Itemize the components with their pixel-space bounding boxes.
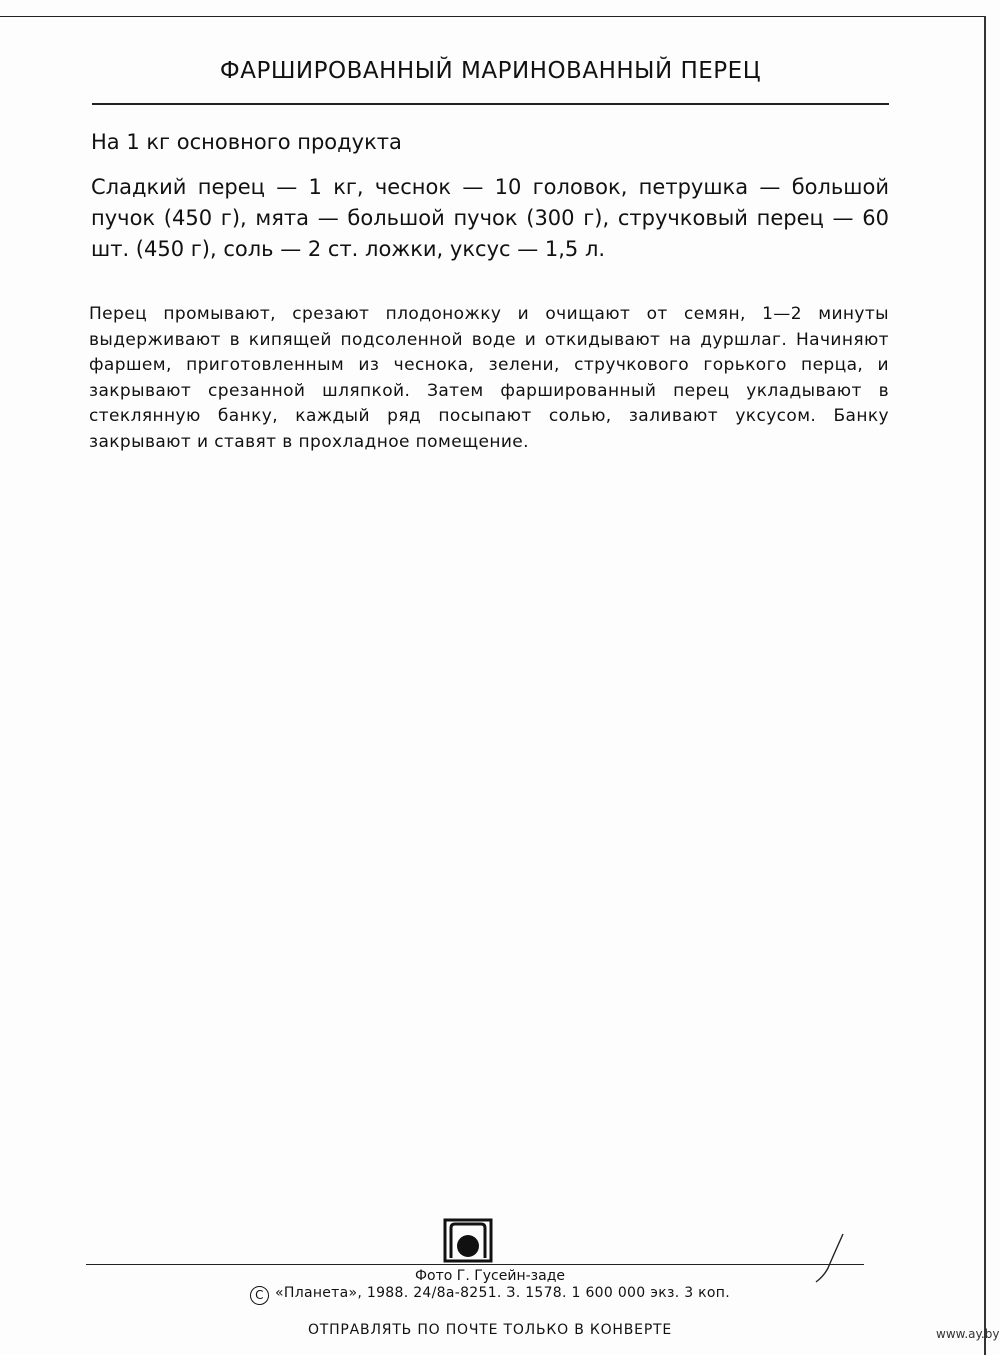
method-paragraph: Перец промывают, срезают плодоножку и очищают от семян, 1—2 минуты выдерживают в кипящей подсоленной воде и откидывают на дуршлаг. Начиняют фаршем, приготовленным из чеснока, зелени, стручкового горького перца, и закрывают срезанной шляпкой. Затем фаршированный перец укладывают в стеклянную банку, каждый ряд посыпают солью, заливают уксусом. Банку закрывают и ставят в прохладное помещение.	[89, 304, 889, 452]
card-top-edge	[0, 16, 985, 17]
photo-credit: Фото Г. Гусейн-заде	[415, 1268, 565, 1284]
site-watermark: www.ay.by	[936, 1327, 1000, 1341]
publisher-imprint	[0, 1285, 980, 1305]
title-divider	[92, 103, 889, 105]
copyright-icon: C	[250, 1286, 269, 1305]
card-right-edge	[984, 16, 986, 1355]
mailing-instruction: ОТПРАВЛЯТЬ ПО ПОЧТЕ ТОЛЬКО В КОНВЕРТЕ	[307, 1322, 673, 1338]
ingredients-paragraph: Сладкий перец — 1 кг, чеснок — 10 головок, петрушка — большой пучок (450 г), мята — большой пучок (300 г), стручковый перец — 60 шт. (450 г), соль — 2 ст. ложки, уксус — 1,5 л.	[91, 175, 889, 261]
footer-divider	[86, 1264, 864, 1265]
publisher-imprint-text: «Планета», 1988. 24/8а-8251. З. 1578. 1 600 000 экз. 3 коп.	[275, 1285, 730, 1301]
recipe-yield-note: На 1 кг основного продукта	[91, 130, 402, 154]
planeta-publisher-logo-icon	[443, 1218, 493, 1263]
recipe-title: ФАРШИРОВАННЫЙ МАРИНОВАННЫЙ ПЕРЕЦ	[219, 58, 762, 84]
